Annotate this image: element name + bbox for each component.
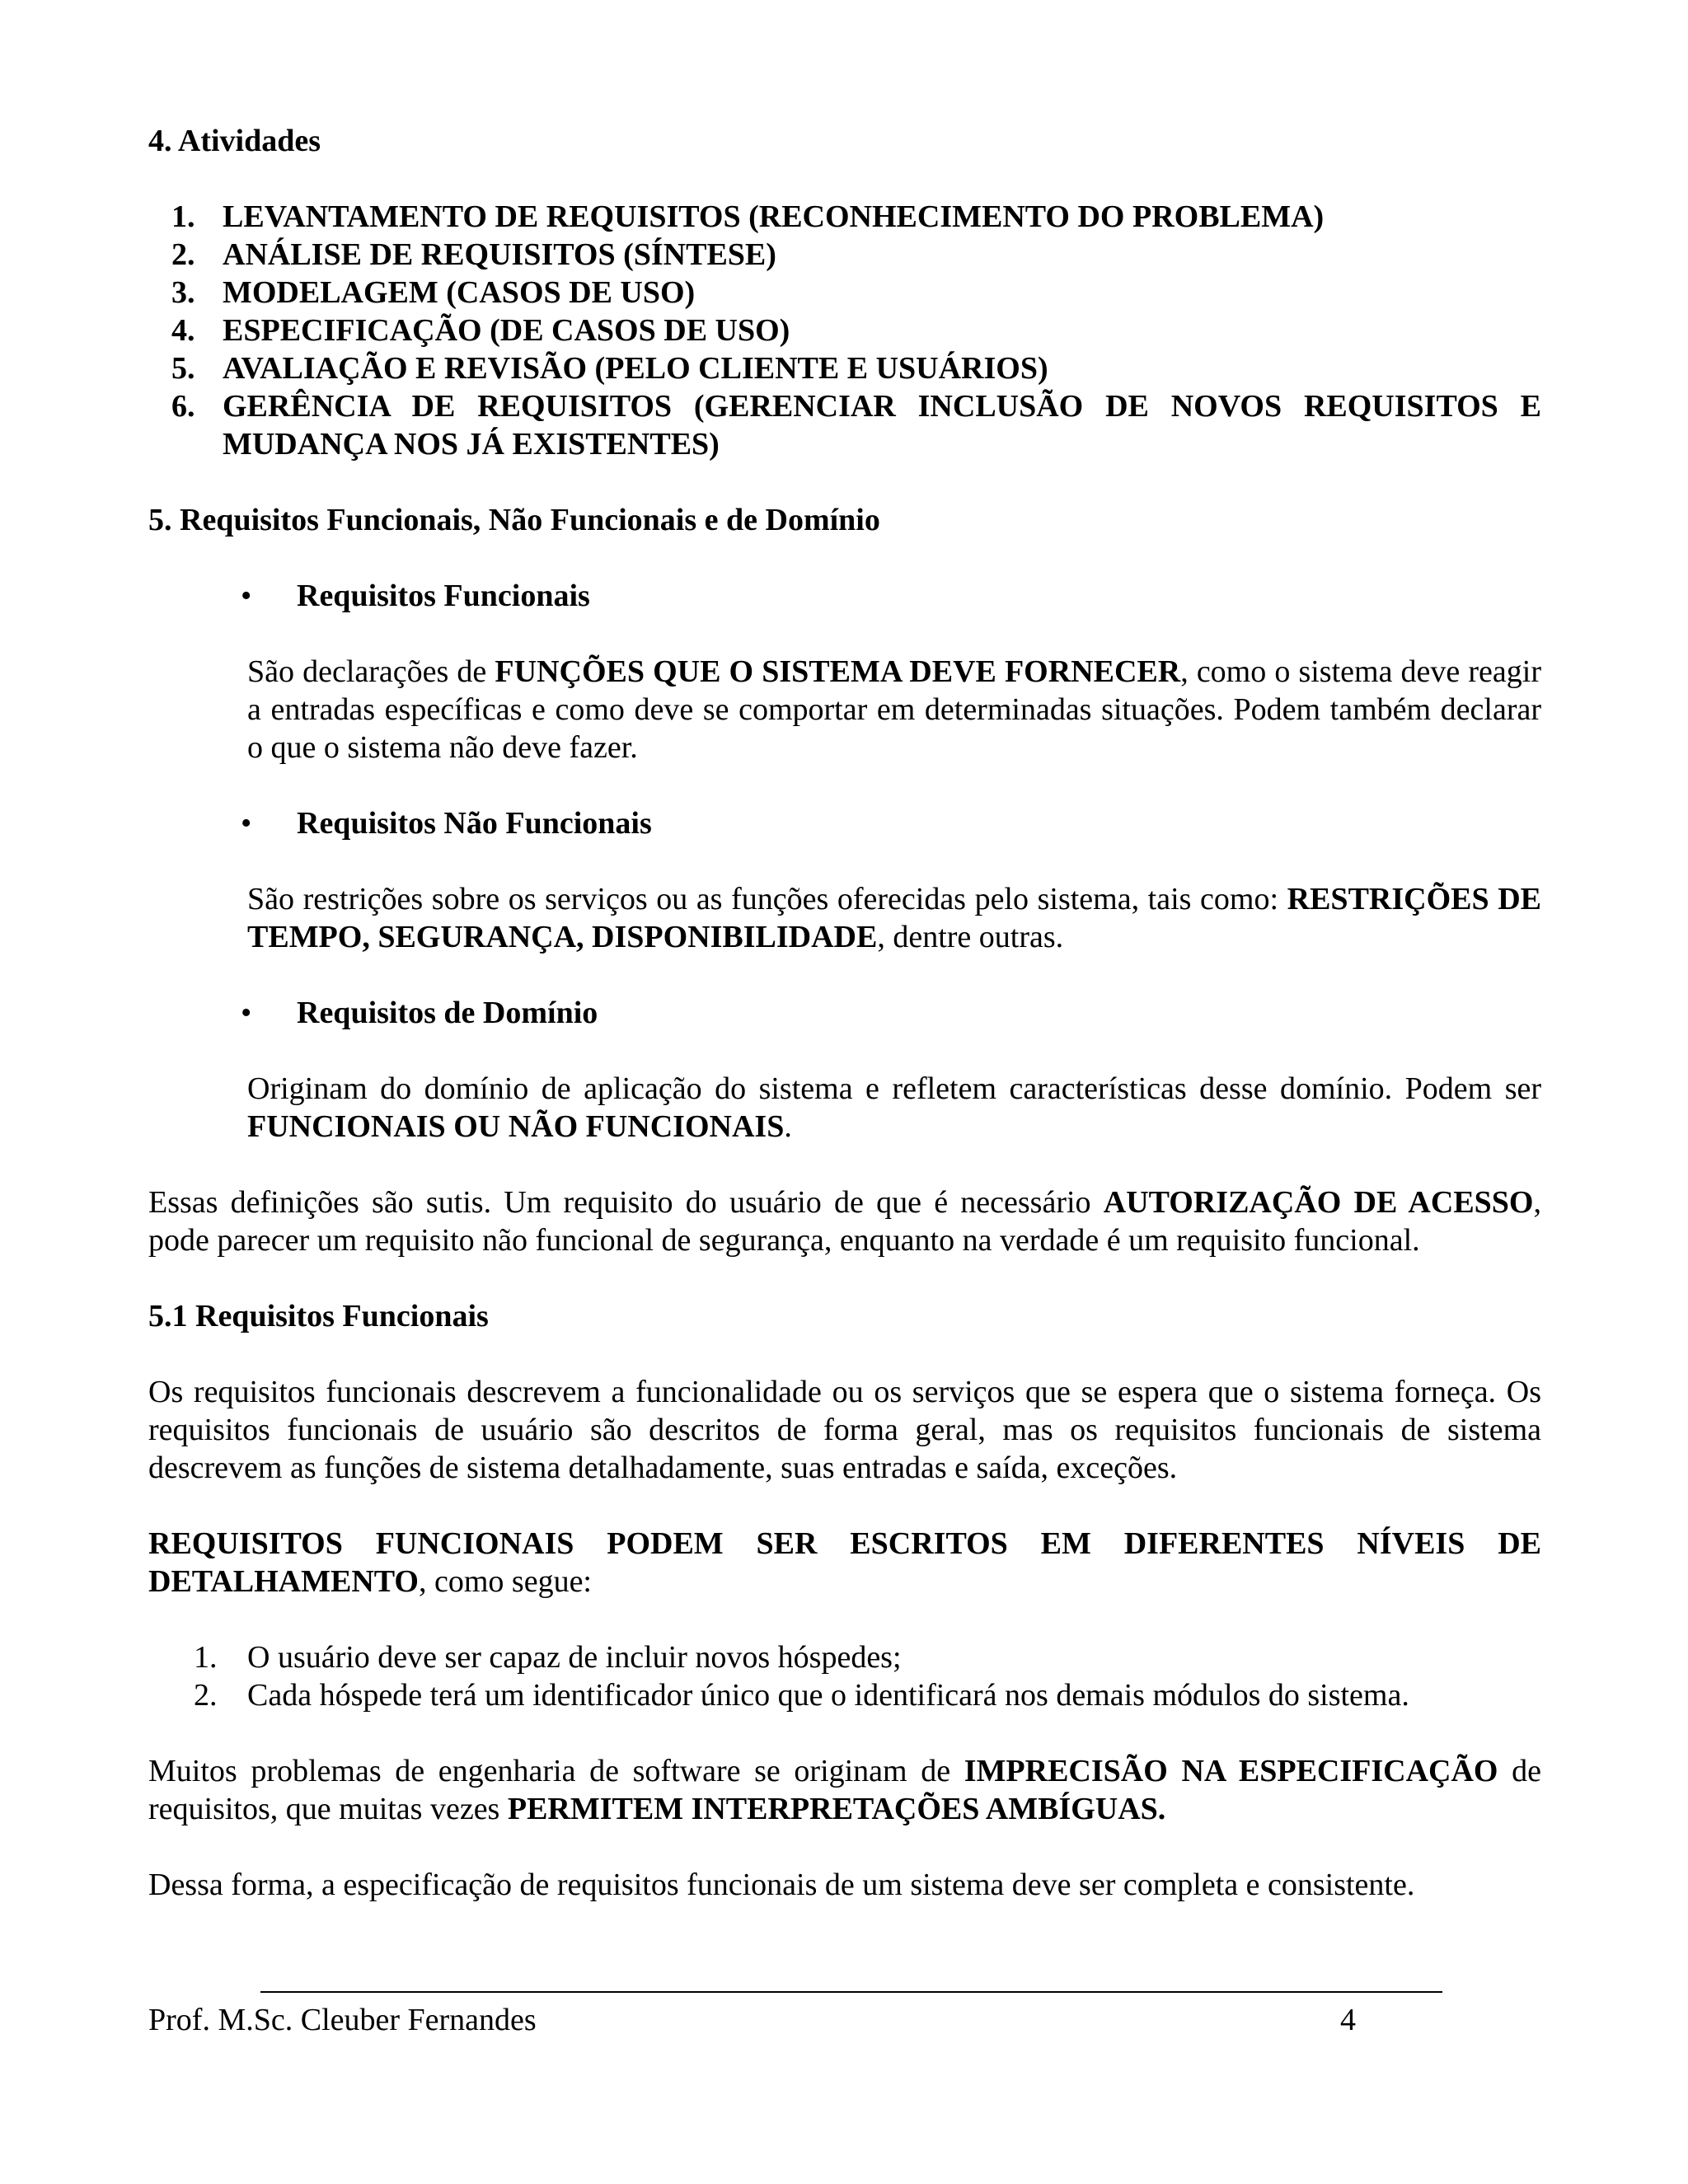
spacer: [148, 1259, 1541, 1297]
bullet-icon: •: [241, 996, 252, 1030]
list-item-number: 2.: [194, 1678, 218, 1713]
list-item: [148, 1638, 1541, 1676]
list-item-number: 2.: [171, 237, 195, 272]
section-5-1-paragraph-4: Dessa forma, a especificação de requisitos funcionais de um sistema deve ser completa e consistente.: [148, 1868, 1415, 1902]
bullet-funcionais: [148, 577, 1541, 615]
spacer: [148, 956, 1541, 994]
list-item: [148, 198, 1541, 236]
footer-divider: [260, 1991, 1442, 1993]
spacer: [148, 1828, 1541, 1866]
list-item-text: AVALIAÇÃO E REVISÃO (PELO CLIENTE E USUÁRIOS): [223, 351, 1048, 386]
bullet-dominio: [148, 994, 1541, 1032]
nao-funcionais-paragraph: [148, 880, 1541, 956]
list-item: [148, 274, 1541, 312]
spacer: [148, 1146, 1541, 1183]
dominio-paragraph: [148, 1070, 1541, 1146]
spacer: [148, 160, 1541, 198]
spacer: [148, 463, 1541, 501]
document-page: [148, 122, 1541, 1904]
text-run: São restrições sobre os serviços ou as funções oferecidas pelo sistema, tais como:: [247, 882, 1287, 916]
bullet-heading: Requisitos Não Funcionais: [297, 806, 652, 841]
page-number: 4: [1340, 2003, 1356, 2037]
bold-run: IMPRECISÃO NA ESPECIFICAÇÃO: [964, 1754, 1498, 1788]
list-item-number: 6.: [171, 389, 195, 424]
bold-run: FUNÇÕES QUE O SISTEMA DEVE FORNECER: [495, 654, 1181, 689]
bold-run: RESTRIÇÕES DE TEMPO, SEGURANÇA, DISPONIBILIDADE: [247, 882, 1542, 954]
list-item: [148, 387, 1541, 463]
definicoes-paragraph: [148, 1183, 1541, 1259]
bold-run: PERMITEM INTERPRETAÇÕES AMBÍGUAS.: [507, 1792, 1166, 1826]
text-run: Muitos problemas de engenharia de software se originam de: [148, 1754, 964, 1788]
text-run: Essas definições são sutis. Um requisito do usuário de que é necessário: [148, 1185, 1104, 1220]
section-5-title: 5. Requisitos Funcionais, Não Funcionais e de Domínio: [148, 503, 880, 537]
text-run: , pode parecer um requisito não funcional de segurança, enquanto na verdade é um requisito funcional.: [148, 1185, 1541, 1258]
text-run: , dentre outras.: [877, 920, 1064, 954]
text-run: de requisitos, que muitas vezes: [148, 1754, 1541, 1826]
list-item-text: O usuário deve ser capaz de incluir novos hóspedes;: [247, 1640, 902, 1675]
spacer: [148, 1601, 1541, 1638]
spacer: [148, 842, 1541, 880]
bullet-heading: Requisitos de Domínio: [297, 996, 598, 1030]
list-item-text: LEVANTAMENTO DE REQUISITOS (RECONHECIMENTO DO PROBLEMA): [223, 199, 1325, 234]
text-run: São declarações de: [247, 654, 495, 689]
list-item: [148, 1676, 1541, 1714]
spacer: [148, 539, 1541, 577]
list-item-number: 1.: [194, 1640, 218, 1675]
list-item-number: 3.: [171, 275, 195, 310]
list-item-number: 5.: [171, 351, 195, 386]
bullet-heading: Requisitos Funcionais: [297, 579, 590, 613]
bold-run: REQUISITOS FUNCIONAIS PODEM SER ESCRITOS EM DIFERENTES NÍVEIS DE DETALHAMENTO: [148, 1526, 1541, 1599]
list-item-text: Cada hóspede terá um identificador único que o identificará nos demais módulos do sistema.: [247, 1678, 1409, 1713]
section-5-1-paragraph-3: [148, 1752, 1541, 1828]
section-5-1-paragraph-1: Os requisitos funcionais descrevem a funcionalidade ou os serviços que se espera que o sistema forneça. Os requisitos funcionais de usuário são descritos de forma geral, mas os requisitos funcionais de sistema descrevem as funções de sistema detalhadamente, suas entradas e saída, exceções.: [148, 1375, 1541, 1485]
list-item-number: 1.: [171, 199, 195, 234]
text-run: , como segue:: [418, 1564, 592, 1599]
activities-list: [148, 198, 1541, 463]
list-item: [148, 312, 1541, 349]
bullet-icon: •: [241, 806, 252, 841]
list-item-text: ANÁLISE DE REQUISITOS (SÍNTESE): [223, 237, 776, 272]
spacer: [148, 615, 1541, 653]
bold-run: AUTORIZAÇÃO DE ACESSO: [1103, 1185, 1534, 1220]
examples-list: [148, 1638, 1541, 1714]
list-item-number: 4.: [171, 313, 195, 348]
spacer: [148, 766, 1541, 804]
text-run: .: [784, 1109, 792, 1144]
footer-author: Prof. M.Sc. Cleuber Fernandes: [148, 2003, 537, 2037]
bold-run: FUNCIONAIS OU NÃO FUNCIONAIS: [247, 1109, 785, 1144]
section-5-1-title: 5.1 Requisitos Funcionais: [148, 1299, 489, 1333]
list-item-text: MODELAGEM (CASOS DE USO): [223, 275, 696, 310]
spacer: [148, 1487, 1541, 1525]
list-item: [148, 236, 1541, 274]
bullet-nao-funcionais: [148, 804, 1541, 842]
list-item: [148, 349, 1541, 387]
spacer: [148, 1714, 1541, 1752]
section-4-title: 4. Atividades: [148, 124, 321, 158]
list-item-text: ESPECIFICAÇÃO (DE CASOS DE USO): [223, 313, 790, 348]
section-5-1-paragraph-2: [148, 1525, 1541, 1601]
text-run: , como o sistema deve reagir a entradas específicas e como deve se comportar em determinadas situações. Podem também declarar o que o sistema não deve fazer.: [247, 654, 1541, 765]
spacer: [148, 1032, 1541, 1070]
bullet-icon: •: [241, 579, 252, 613]
funcionais-paragraph: [148, 653, 1541, 766]
spacer: [148, 1335, 1541, 1373]
text-run: Originam do domínio de aplicação do sistema e refletem características desse domínio. Podem ser: [247, 1071, 1541, 1106]
list-item-text: GERÊNCIA DE REQUISITOS (GERENCIAR INCLUSÃO DE NOVOS REQUISITOS E MUDANÇA NOS JÁ EXISTENTES): [223, 389, 1541, 462]
